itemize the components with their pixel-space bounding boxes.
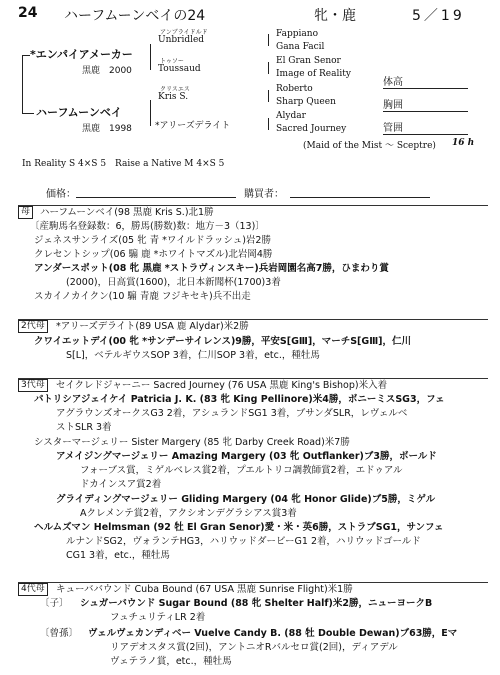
fourth-line-4: フュチュリティLR 2着	[110, 612, 206, 623]
third-line-4: ストSLR 3着	[56, 422, 112, 433]
dam-dam-name: *アリーズデライト	[155, 121, 231, 131]
birth-date: 5／19	[412, 8, 465, 24]
bracket-line	[22, 55, 23, 113]
third-line-8: ドカインスア賞2着	[80, 479, 162, 490]
second-line-3: S[L]，ベテルギウスSOP 3着，仁川SOP 3着，etc.，種牡馬	[66, 350, 320, 361]
measure-line	[383, 88, 468, 89]
sire-sire-name: Unbridled	[158, 35, 205, 45]
second-line-2: クワイエットデイ(00 牝 *サンデーサイレンス)9勝，平安S[GⅢ]，マーチS[GⅢ]，仁川	[34, 336, 412, 347]
measure-label-height: 体高	[383, 77, 403, 88]
dam-line-4: クレセントシップ(06 騸 鹿 *ホワイトマズル)北岩岡4勝	[34, 249, 273, 260]
third-line-5: シスターマージェリー Sister Margery (85 牝 Darby Creek Road)米7勝	[34, 437, 350, 448]
fourth-line-2: 〔子〕	[40, 598, 69, 609]
bracket-line	[150, 100, 151, 126]
inbreeding: In Reality S 4×S 5 Raise a Native M 4×S 5	[22, 159, 225, 169]
measure-label-cannon: 管囲	[383, 123, 403, 134]
section-rule	[18, 582, 488, 583]
third-line-13: CG1 3着，etc.，種牡馬	[66, 550, 170, 561]
gen3-7: Alydar	[276, 111, 306, 121]
dam-line-6: (2000)，日高賞(1600)，北日本新聞杯(1700)3着	[66, 277, 281, 288]
section-rule	[18, 205, 488, 206]
bracket-line	[268, 90, 269, 102]
dam-line-3: ジェネスサンライズ(05 牝 青 *ワイルドラッシュ)岩2勝	[34, 235, 271, 246]
fourth-line-8: ヴェテラノ賞，etc.，種牡馬	[110, 656, 232, 667]
sire-sire-kana: アンブライドルド	[160, 29, 208, 36]
price-line	[76, 197, 236, 198]
measure-line	[383, 111, 468, 112]
fourth-line-5: 〔曾孫〕	[40, 628, 79, 639]
dam-sire-kana: クリスエス	[160, 86, 190, 93]
section-rule	[18, 319, 488, 320]
sex-color: 牝・鹿	[314, 8, 356, 24]
fourth-line-6: ヴェルヴェカンディベー Vuelve Candy B. (88 牡 Double Dewan)ブ63勝，Eマ	[88, 628, 458, 639]
sire-dam-kana: トゥソー	[160, 58, 184, 65]
gen3-1: Fappiano	[276, 29, 318, 39]
dam-info: 黒鹿 1998	[82, 124, 132, 134]
buyer-label: 購買者：	[244, 189, 284, 200]
third-line-1: セイクレドジャーニー Sacred Journey (76 USA 黒鹿 King's Bishop)米入着	[56, 380, 388, 391]
bracket-line	[268, 118, 269, 130]
section-label-2nd-dam: 2代母	[18, 320, 48, 333]
fourth-line-3: シュガーバウンド Sugar Bound (88 牝 Shelter Half)米2勝，ニューヨークB	[80, 598, 433, 609]
third-line-3: アグラウンズオークスG3 2着，アシュランドSG1 3着，ブサンダSLR，レヴェルベ	[56, 408, 408, 419]
section-rule	[18, 378, 488, 379]
sire-info: 黒鹿 2000	[82, 66, 132, 76]
gen3-3: El Gran Senor	[276, 56, 341, 66]
sire-name: *エンパイアメーカー	[30, 48, 133, 61]
lot-number: 24	[18, 5, 38, 21]
third-line-7: フォーブス賞，ミゲルベレス賞2着，プエルトリコ調教師賞2着，エドゥアル	[80, 465, 403, 476]
dam-sire-name: Kris S.	[158, 92, 189, 102]
gen3-6: Sharp Queen	[276, 97, 336, 107]
bracket-line	[22, 113, 34, 114]
gen3-4: Image of Reality	[276, 69, 351, 79]
dam-line-2: 〔産駒馬名登録数：6，勝馬(勝数)数：地方－3（13)〕	[30, 221, 265, 232]
third-line-11: ヘルムズマン Helmsman (92 牡 El Gran Senor)愛・米・英6勝，ストラブSG1，サンフェ	[34, 522, 444, 533]
third-line-12: ルナンドSG2，ヴォランテHG3，ハリウッドダービーG1 2着，ハリウッドゴールド	[66, 536, 421, 547]
bracket-line	[150, 44, 151, 70]
section-label-dam: 母	[18, 206, 33, 219]
price-label: 価格：	[46, 189, 76, 200]
second-line-1: *アリーズデライト(89 USA 鹿 Alydar)米2勝	[56, 321, 249, 332]
gen3-8: Sacred Journey	[276, 124, 347, 134]
gen3-2: Gana Facil	[276, 42, 325, 52]
fourth-line-7: リアデオスタス賞(2回)，アントニオRバルセロ賞(2回)，ディアデル	[110, 642, 398, 653]
dam-name: ハーフムーンベイ	[36, 106, 122, 119]
third-line-6: アメイジングマージェリー Amazing Margery (03 牝 Outflanker)ブ3勝，ボールド	[56, 451, 437, 462]
dam-line-7: スカイノカイクン(10 騸 青鹿 フジキセキ)兵不出走	[34, 291, 251, 302]
dam-line-1: ハーフムーンベイ(98 黒鹿 Kris S.)北1勝	[40, 207, 214, 218]
fourth-line-1: キューババウンド Cuba Bound (67 USA 黒鹿 Sunrise Flight)米1勝	[56, 584, 353, 595]
bracket-line	[268, 34, 269, 46]
buyer-line	[290, 197, 430, 198]
lot-title: ハーフムーンベイの24	[64, 8, 206, 24]
sire-dam-name: Toussaud	[158, 64, 201, 74]
pedigree-note: (Maid of the Mist ～ Sceptre)	[303, 141, 436, 151]
pedigree-hands: 16 h	[452, 138, 475, 148]
measure-label-chest: 胸囲	[383, 100, 403, 111]
dam-line-5: アンダースポット(08 牝 黒鹿 *ストラヴィンスキー)兵岩岡園名高7勝，ひまわり賞	[34, 263, 389, 274]
third-line-9: グライディングマージェリー Gliding Margery (04 牝 Honor Glide)ブ5勝，ミゲル	[56, 494, 436, 505]
section-label-4th-dam: 4代母	[18, 583, 48, 596]
section-label-3rd-dam: 3代母	[18, 379, 48, 392]
third-line-10: Aクレメンテ賞2着，アクシオンデグラシアス賞3着	[80, 508, 297, 519]
gen3-5: Roberto	[276, 84, 313, 94]
third-line-2: パトリシアジェイケイ Patricia J. K. (83 牝 King Pellinore)米4勝，ボニーミスSG3，フェ	[34, 394, 445, 405]
bracket-line	[268, 62, 269, 74]
measure-line	[383, 134, 468, 135]
bracket-line	[22, 55, 30, 56]
